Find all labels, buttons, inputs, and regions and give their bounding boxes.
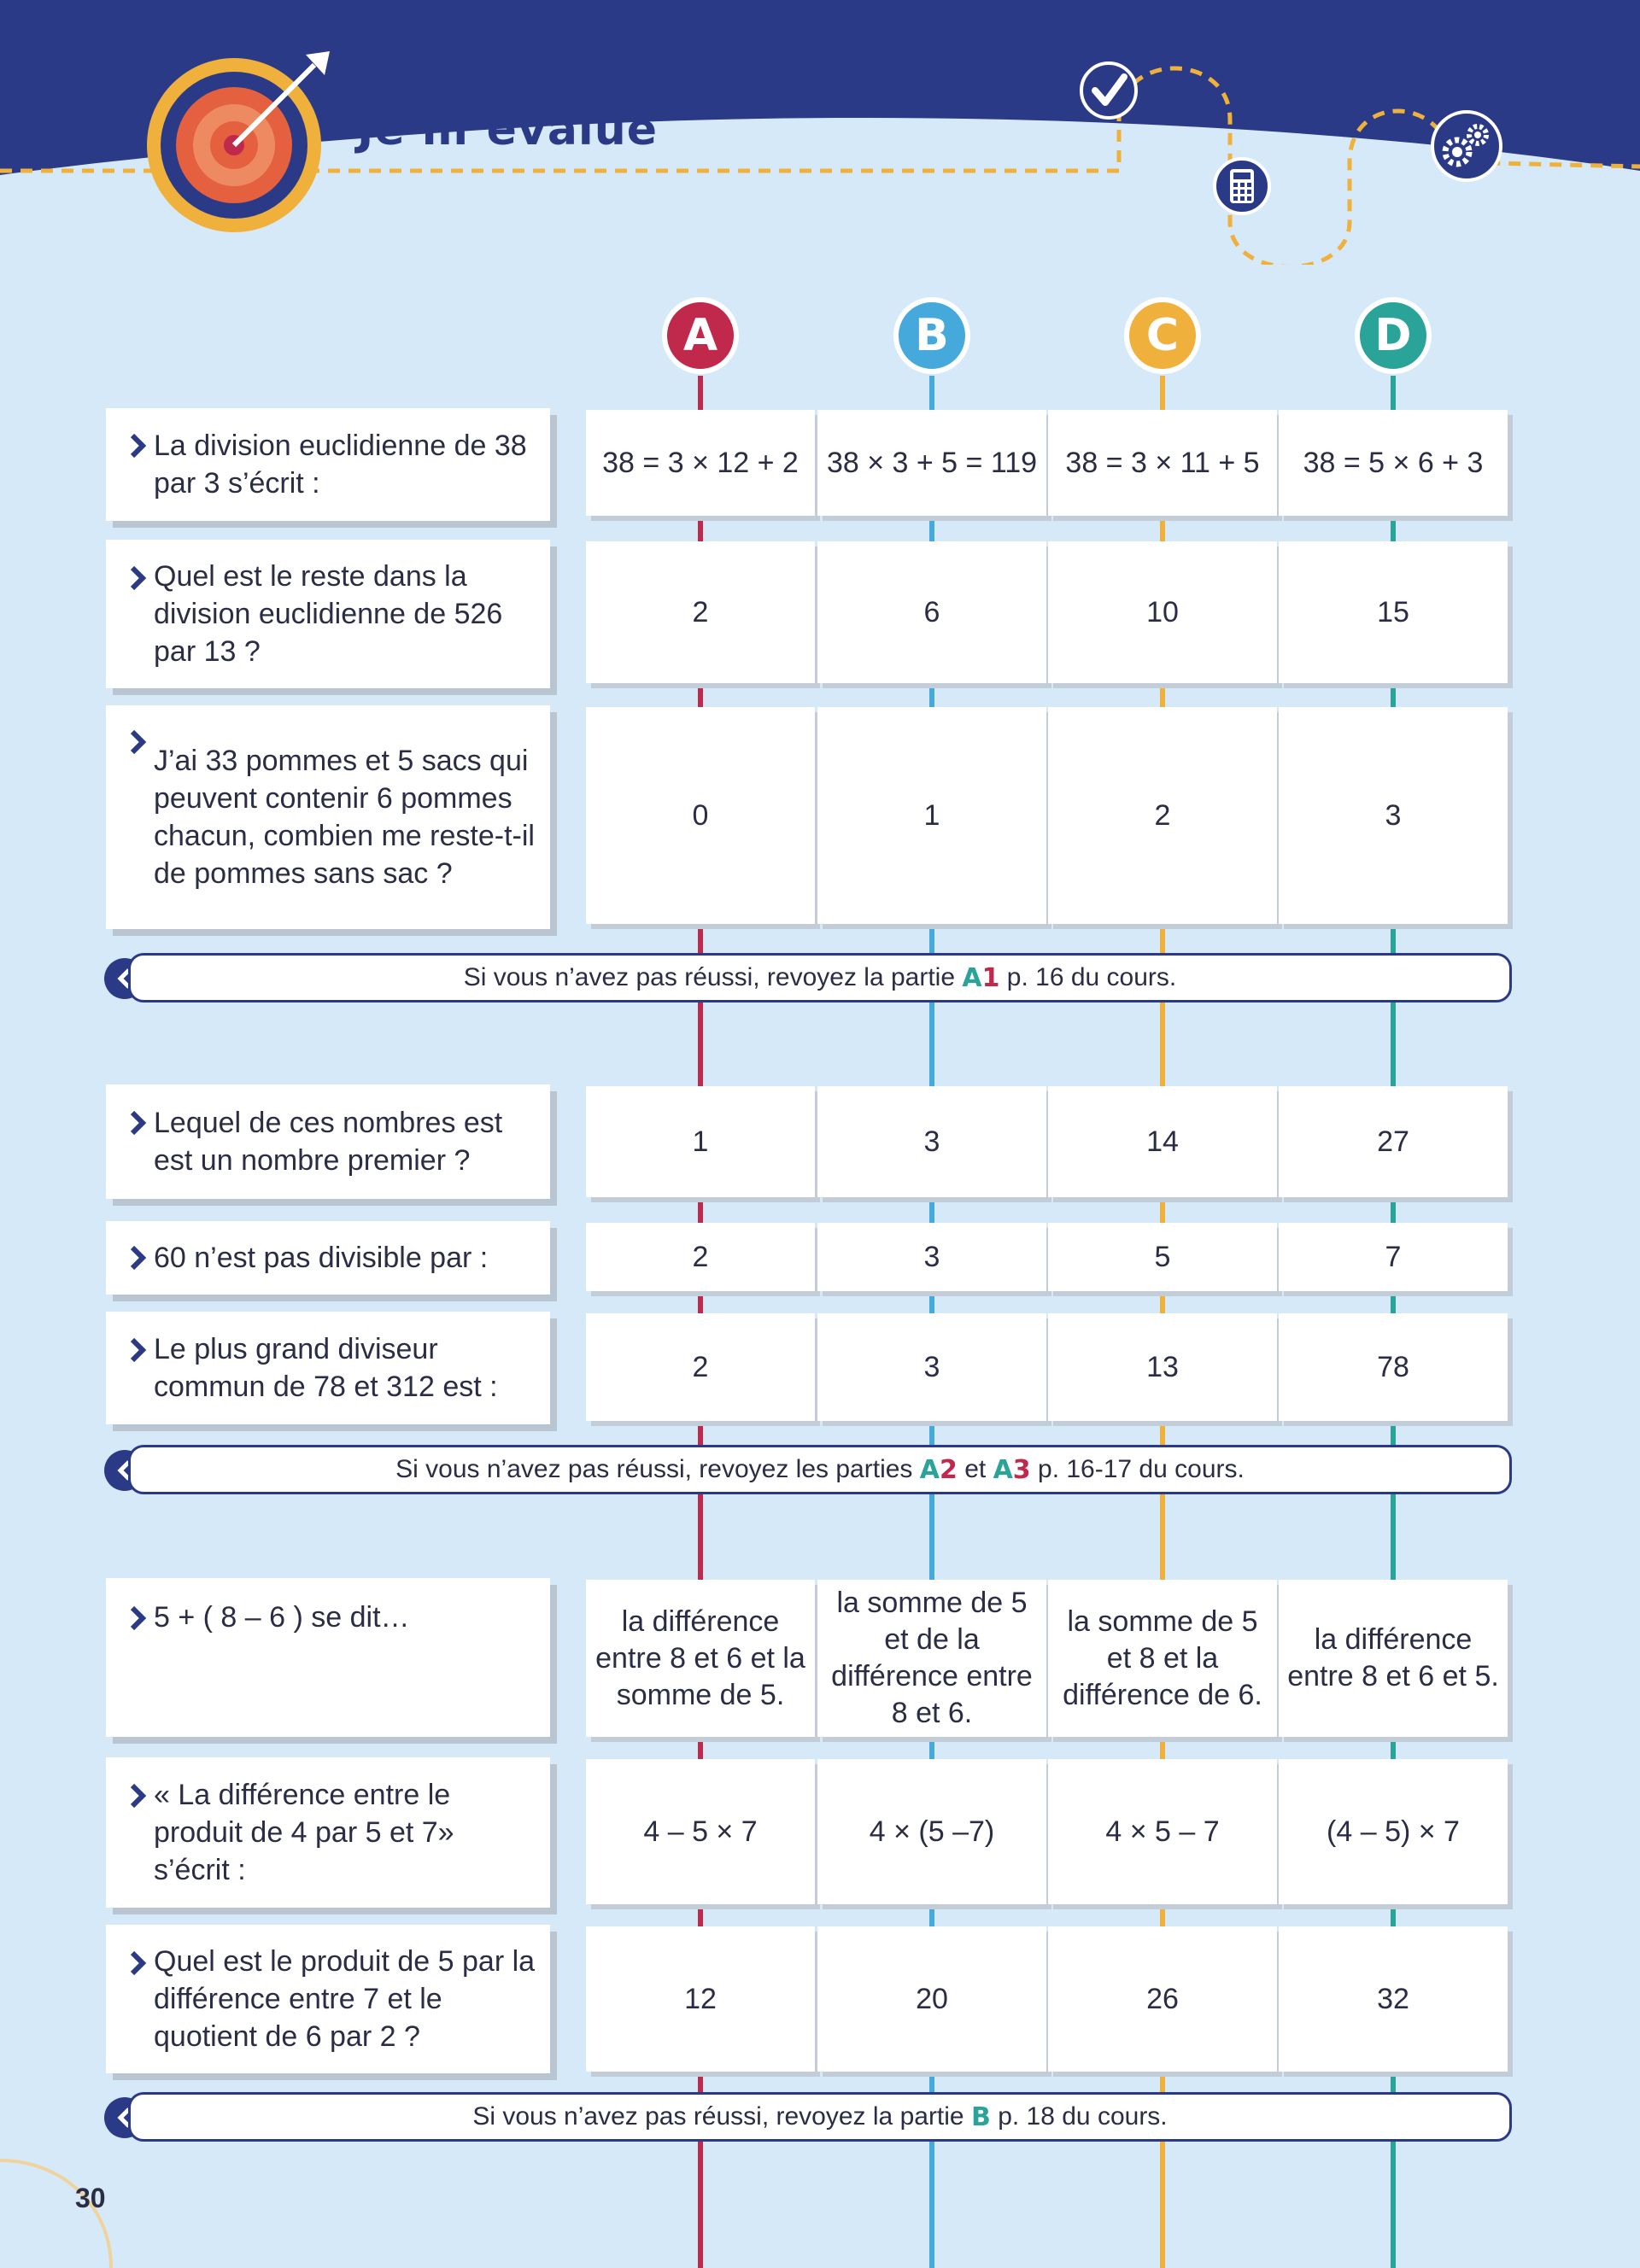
answer-c[interactable]: 2 — [1048, 707, 1277, 924]
question-text: 60 n’est pas divisible par : — [154, 1242, 489, 1274]
reminder-text: Si vous n’avez pas réussi, revoyez la partie — [463, 963, 956, 991]
column-badge-a: A — [662, 297, 739, 374]
question-text: La division euclidienne de 38 par 3 s’écrit : — [154, 430, 527, 500]
answer-d[interactable]: 38 = 5 × 6 + 3 — [1279, 410, 1508, 516]
question-card — [106, 1578, 550, 1737]
question-card — [106, 705, 550, 929]
column-badge-d: D — [1355, 297, 1432, 374]
reference-letter: A — [962, 962, 982, 993]
answer-c[interactable]: 14 — [1048, 1086, 1277, 1197]
calculator-icon — [1211, 155, 1273, 217]
answer-c[interactable]: 10 — [1048, 541, 1277, 683]
answer-d[interactable]: 7 — [1279, 1223, 1508, 1291]
answer-d[interactable]: 78 — [1279, 1313, 1508, 1421]
question-text: J’ai 33 pommes et 5 sacs qui peuvent contenir 6 pommes chacun, combien me reste-t-il de pommes sans sac ? — [154, 745, 535, 890]
reminder-text: Si vous n’avez pas réussi, revoyez la partie — [472, 2102, 964, 2131]
answer-b[interactable]: 3 — [817, 1086, 1046, 1197]
chevron-right-icon — [128, 433, 149, 459]
reminder-text-end: p. 16-17 du cours. — [1038, 1455, 1245, 1483]
reference-number: 1 — [981, 962, 1000, 993]
question-text: 5 + ( 8 – 6 ) se dit… — [154, 1601, 410, 1634]
chevron-right-icon — [128, 1783, 149, 1809]
review-reminder — [128, 2092, 1512, 2142]
reference-letter: B — [970, 2101, 991, 2132]
question-card — [106, 408, 550, 521]
review-reminder — [128, 1445, 1512, 1494]
answer-b[interactable]: 38 × 3 + 5 = 119 — [817, 410, 1046, 516]
answer-c[interactable]: 38 = 3 × 11 + 5 — [1048, 410, 1277, 516]
answer-d[interactable]: 32 — [1279, 1926, 1508, 2072]
chevron-right-icon — [128, 1245, 149, 1271]
answer-c[interactable]: 5 — [1048, 1223, 1277, 1291]
answer-a[interactable]: 12 — [586, 1926, 815, 2072]
answer-a[interactable]: 1 — [586, 1086, 815, 1197]
answer-a[interactable]: 0 — [586, 707, 815, 924]
answer-b[interactable]: 3 — [817, 1223, 1046, 1291]
answer-a[interactable]: 2 — [586, 541, 815, 683]
answer-c[interactable]: 13 — [1048, 1313, 1277, 1421]
target-icon — [147, 50, 335, 237]
answer-b[interactable]: 1 — [817, 707, 1046, 924]
answer-d[interactable]: 3 — [1279, 707, 1508, 924]
question-text: « La différence entre le produit de 4 par 5 et 7» s’écrit : — [154, 1779, 454, 1886]
question-card — [106, 1084, 550, 1199]
chevron-right-icon — [128, 1950, 149, 1976]
answer-b[interactable]: 6 — [817, 541, 1046, 683]
answer-a[interactable]: la différence entre 8 et 6 et la somme de 5. — [586, 1580, 815, 1737]
reminder-text-end: p. 16 du cours. — [1006, 963, 1177, 991]
answer-c[interactable]: la somme de 5 et 8 et la différence de 6. — [1048, 1580, 1277, 1737]
question-card — [106, 1757, 550, 1908]
answer-b[interactable]: 20 — [817, 1926, 1046, 2072]
answer-c[interactable]: 4 × 5 – 7 — [1048, 1759, 1277, 1904]
question-text: Le plus grand diviseur commun de 78 et 312 est : — [154, 1333, 498, 1403]
chevron-right-icon — [128, 565, 149, 591]
question-card — [106, 1312, 550, 1424]
reminder-text-middle: et — [964, 1455, 987, 1483]
answer-d[interactable]: 15 — [1279, 541, 1508, 683]
answer-b[interactable]: 4 × (5 –7) — [817, 1759, 1046, 1904]
answer-a[interactable]: 4 – 5 × 7 — [586, 1759, 815, 1904]
chevron-right-icon — [128, 729, 149, 755]
reminder-text-end: p. 18 du cours. — [998, 2102, 1168, 2131]
question-text: Quel est le produit de 5 par la différence entre 7 et le quotient de 6 par 2 ? — [154, 1945, 536, 2053]
answer-a[interactable]: 2 — [586, 1223, 815, 1291]
reference-number: 3 — [1012, 1454, 1031, 1485]
chevron-right-icon — [128, 1110, 149, 1136]
reference-letter: A — [919, 1454, 940, 1485]
page-number: 30 — [75, 2183, 106, 2213]
answer-a[interactable]: 38 = 3 × 12 + 2 — [586, 410, 815, 516]
question-card — [106, 540, 550, 688]
reference-letter: A — [993, 1454, 1013, 1485]
column-badge-c: C — [1124, 297, 1201, 374]
answer-d[interactable]: (4 – 5) × 7 — [1279, 1759, 1508, 1904]
review-reminder — [128, 953, 1512, 1002]
answer-d[interactable]: 27 — [1279, 1086, 1508, 1197]
chevron-right-icon — [128, 1337, 149, 1363]
page-title: Je m’évalue — [357, 104, 659, 155]
gears-icon — [1428, 108, 1505, 184]
question-text: Quel est le reste dans la division euclidienne de 526 par 13 ? — [154, 560, 503, 668]
answer-d[interactable]: la différence entre 8 et 6 et 5. — [1279, 1580, 1508, 1737]
chevron-right-icon — [128, 1605, 149, 1631]
answer-b[interactable]: la somme de 5 et de la différence entre 8 et 6. — [817, 1580, 1046, 1737]
question-text: Lequel de ces nombres est est un nombre premier ? — [154, 1107, 503, 1177]
column-badge-b: B — [893, 297, 970, 374]
answer-b[interactable]: 3 — [817, 1313, 1046, 1421]
reminder-text: Si vous n’avez pas réussi, revoyez les parties — [395, 1455, 913, 1483]
answer-c[interactable]: 26 — [1048, 1926, 1277, 2072]
page-header — [0, 0, 1640, 265]
answer-a[interactable]: 2 — [586, 1313, 815, 1421]
reference-number: 2 — [939, 1454, 958, 1485]
question-card — [106, 1221, 550, 1295]
check-icon — [1078, 60, 1139, 121]
question-card — [106, 1925, 550, 2073]
